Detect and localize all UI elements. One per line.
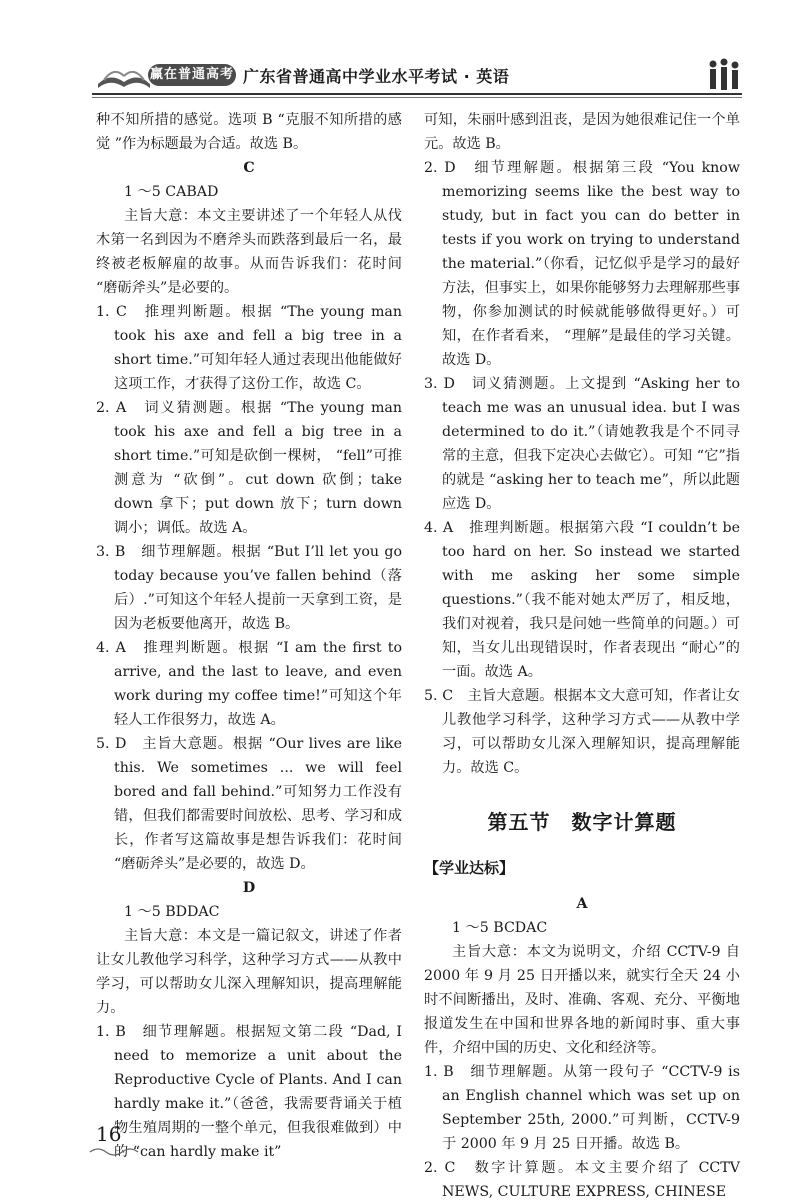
paragraph: 1 ～5 BDDAC	[124, 904, 220, 920]
page-number: 16	[96, 1122, 122, 1146]
paragraph: 主旨大意：本文主要讲述了一个年轻人从伐木第一名到因为不磨斧头而跌落到最后一名，最终被老板解雇的故事。从而告诉我们：花时间 “磨砺斧头”是必要的。	[96, 208, 402, 296]
header-rule	[92, 93, 742, 95]
answer-item: 4. A 推理判断题。根据第六段 “I couldn’t be too hard on her. So instead we started with me asking her some simple questions.”（我不能对她太严厉了，相反地，我们对视着，我只是问她一些简单的问题。）可知，当女儿出现错误时，作者表现出 “耐心”的一面。故选 A。	[424, 520, 740, 680]
answer-item: 2. D 细节理解题。根据第三段 “You know memorizing seems like the best way to study, but in fact you can do better in tests if you work on trying to understand the material.”（你看，记忆似乎是学习的最好方法，但事实上，如果你能够努力去理解那些事物，你参加测试的时候就能够做得更好。）可知，在作者看来， “理解”是最佳的学习关键。故选 D。	[424, 160, 740, 368]
header-title: 广东省普通高中学业水平考试 · 英语	[243, 67, 510, 86]
paragraph: 可知，朱丽叶感到沮丧，是因为她很难记住一个单元。故选 B。	[424, 112, 740, 152]
book-icon	[96, 62, 152, 90]
paragraph: 主旨大意：本文为说明文，介绍 CCTV-9 自 2000 年 9 月 25 日开播以来，就实行全天 24 小时不间断播出，及时、准确、客观、充分、平衡地报道发生在中国和世界各地的新闻时事、重大事件，介绍中国的历史、文化和经济等。	[424, 944, 740, 1056]
answer-item: 1. B 细节理解题。根据短文第二段 “Dad, I need to memorize a unit about the Reproductive Cycle of Plants. And I can hardly make it.”（爸爸，我需要背诵关于植物生殖周期的一整个单元，但我很难做到）中的 “can hardly make it”	[96, 1024, 402, 1160]
answer-item: 3. D 词义猜测题。上文提到 “Asking her to teach me was an unusual idea. but I was determined to do it.”（请她教我是个不同寻常的主意，但我下定决心去做它）。可知 “它”指的就是 “asking her to teach me”，所以此题应选 D。	[424, 376, 740, 512]
answer-item: 2. A 词义猜测题。根据 “The young man took his axe and fell a big tree in a short time.”可知是砍倒一棵树， “fell”可推测意为 “砍倒”。cut down 砍倒；take down 拿下；put down 放下；turn down 调小；调低。故选 A。	[96, 400, 402, 536]
answer-item: 2. C 数字计算题。本文主要介绍了 CCTV NEWS, CULTURE EXPRESS, CHINESE	[424, 1160, 740, 1200]
paragraph: 种不知所措的感觉。选项 B “克服不知所措的感觉 ”作为标题最为合适。故选 B。	[96, 112, 402, 152]
page-ornament-icon	[88, 1146, 148, 1158]
paragraph: 主旨大意：本文是一篇记叙文，讲述了作者让女儿教他学习科学，这种学习方式——从教中学习，可以帮助女儿深入理解知识，提高理解能力。	[96, 928, 402, 1016]
header-rule-thin	[92, 97, 742, 98]
passage-label: A	[576, 896, 588, 912]
answer-item: 1. B 细节理解题。从第一段句子 “CCTV-9 is an English channel which was set up on September 25th, 2000.”可判断，CCTV-9 于 2000 年 9 月 25 日开播。故选 B。	[424, 1064, 740, 1152]
paragraph: 1 ～5 CABAD	[124, 184, 219, 200]
passage-label: C	[243, 160, 255, 176]
answer-item: 5. C 主旨大意题。根据本文大意可知，作者让女儿教他学习科学，这种学习方式——从教中学习，可以帮助女儿深入理解知识，提高理解能力。故选 C。	[424, 688, 740, 776]
answer-item: 4. A 推理判断题。根据 “I am the first to arrive, and the last to leave, and even work during my coffee time!”可知这个年轻人工作很努力，故选 A。	[96, 640, 402, 728]
answer-item: 5. D 主旨大意题。根据 “Our lives are like this. We sometimes ... we will feel bored and fall behind.”可知努力工作没有错，但我们都需要时间放松、思考、学习和成长，作者写这篇故事是想告诉我们：花时间 “磨砺斧头”是必要的，故选 D。	[96, 736, 402, 872]
section-title: 第五节 数字计算题	[487, 810, 677, 834]
answer-item: 3. B 细节理解题。根据 “But I’ll let you go today because you’ve fallen behind（落后）.”可知这个年轻人提前一天拿到工资，是因为老板要他离开，故选 B。	[96, 544, 402, 632]
series-logo: 赢在普通高考	[148, 64, 236, 86]
answer-item: 1. C 推理判断题。根据 “The young man took his axe and fell a big tree in a short time.”可知年轻人通过表现出他能做好这项工作，才获得了这份工作，故选 C。	[96, 304, 402, 392]
left-column	[96, 108, 402, 1164]
people-icon	[705, 58, 743, 92]
paragraph: 1 ～5 BCDAC	[452, 920, 548, 936]
subsection-title: 【学业达标】	[424, 859, 515, 877]
page-header	[0, 0, 800, 100]
passage-label: D	[242, 880, 256, 896]
right-column	[424, 108, 740, 1204]
